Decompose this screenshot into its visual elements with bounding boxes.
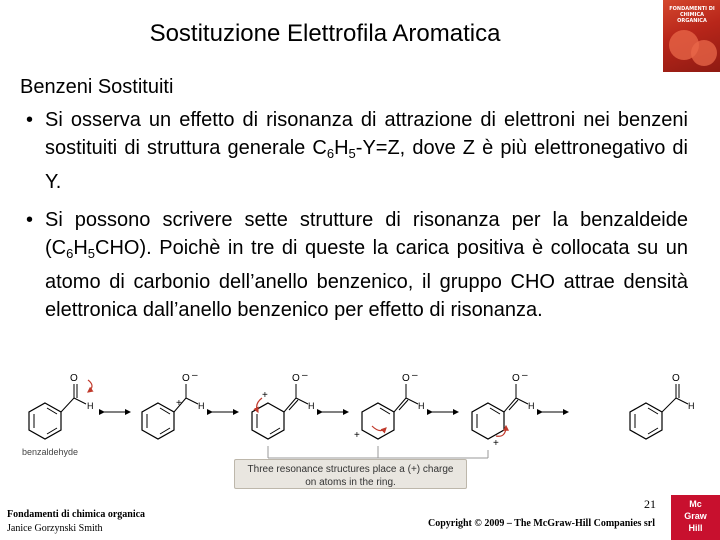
copyright-notice: Copyright © 2009 – The McGraw-Hill Companies srl — [428, 518, 656, 529]
atom-label: H — [418, 401, 425, 411]
charge-label: – — [522, 370, 528, 381]
atom-label: H — [198, 401, 205, 411]
charge-label: + — [354, 430, 360, 441]
resonance-structure-5 — [472, 384, 528, 439]
charge-label: + — [176, 398, 182, 409]
atom-label: H — [528, 401, 535, 411]
footer-author: Janice Gorzynski Smith — [7, 523, 103, 534]
footer-book-title: Fondamenti di chimica organica — [7, 509, 146, 520]
mcgraw-hill-logo: Mc Graw Hill — [671, 495, 720, 540]
bullet-text: Si osserva un effetto di risonanza di attrazione di elettroni nei benzeni sostituiti di struttura generale $C_6H_5-Y=Z$, dove Z è più elettronegativo di Y. — [45, 109, 688, 193]
slide-subtitle: Benzeni Sostituiti — [20, 76, 174, 98]
bullet-dot: • — [26, 209, 34, 231]
charge-label: – — [192, 370, 198, 381]
resonance-structure-1 — [29, 380, 92, 439]
slide-title: Sostituzione Elettrofila Aromatica — [149, 20, 501, 47]
resonance-structure-6 — [630, 384, 688, 439]
resonance-structure-3 — [252, 384, 308, 439]
compound-label: benzaldehyde — [22, 447, 79, 457]
cover-title: FONDAMENTI DI CHIMICA ORGANICA — [669, 6, 715, 24]
cover-flower-shape — [691, 40, 717, 66]
resonance-note — [234, 459, 467, 489]
charge-label: + — [262, 390, 268, 401]
atom-label: H — [688, 401, 695, 411]
resonance-structure-2 — [142, 384, 198, 439]
atom-label: O — [70, 373, 78, 384]
atom-label: H — [87, 401, 94, 411]
footer-book-info — [7, 508, 145, 536]
atom-label: O — [512, 373, 520, 384]
atom-label: O — [402, 373, 410, 384]
bullet-point-2 — [26, 206, 688, 324]
resonance-structure-4 — [362, 384, 418, 439]
note-line: on atoms in the ring. — [305, 477, 396, 488]
book-cover-image — [663, 0, 720, 72]
bullet-dot: • — [26, 109, 34, 131]
atom-label: H — [308, 401, 315, 411]
atom-label: O — [672, 373, 680, 384]
atom-label: O — [292, 373, 300, 384]
page-number: 21 — [644, 497, 656, 511]
charge-label: – — [412, 370, 418, 381]
charge-label: – — [302, 370, 308, 381]
bullet-point-1 — [26, 106, 688, 196]
atom-label: O — [182, 373, 190, 384]
bullet-text: Si possono scrivere sette strutture di risonanza per la benzaldeide $(C_6H_5CHO)$. Poichè in tre di queste la carica positiva è collocata su un atomo di carbonio dell’anello benzenico, il gruppo CHO attrae densità elettronica dall’anello benzenico per effetto di risonanza. — [45, 209, 688, 321]
note-line: Three resonance structures place a (+) charge — [247, 464, 454, 475]
charge-label: + — [493, 438, 499, 449]
